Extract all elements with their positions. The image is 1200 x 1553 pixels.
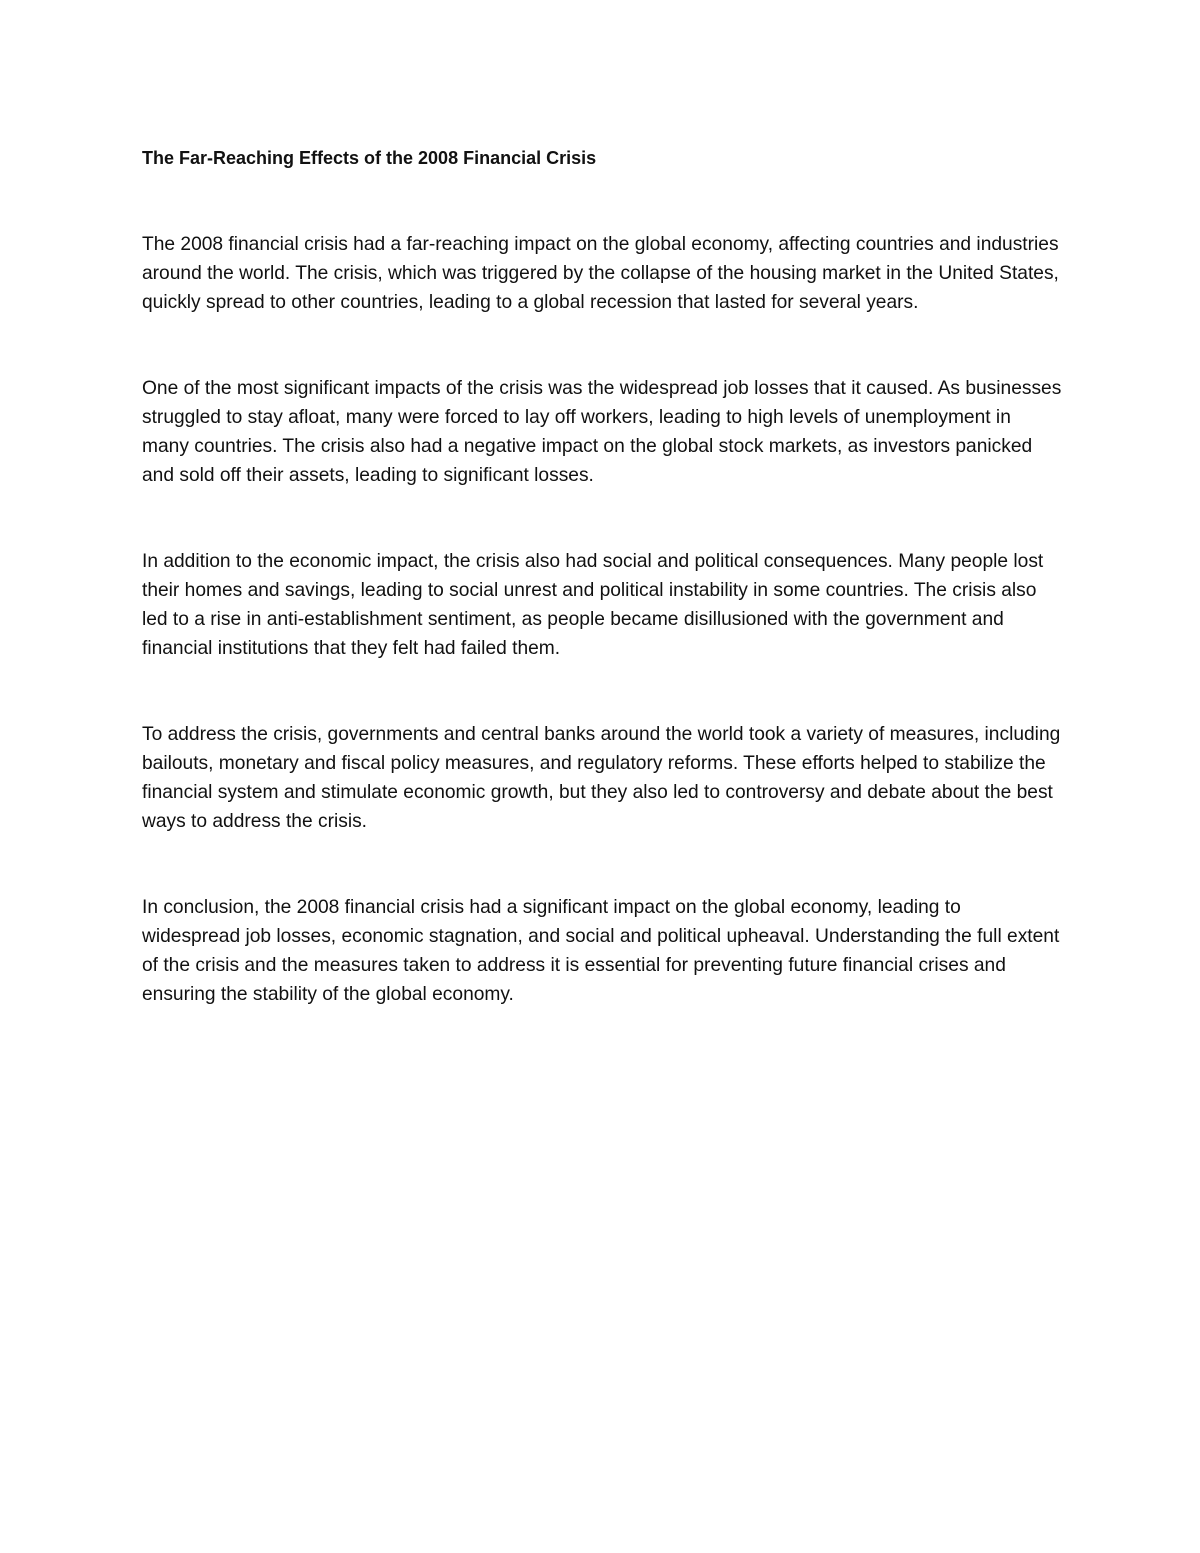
document-title: The Far-Reaching Effects of the 2008 Financial Crisis (142, 148, 597, 168)
paragraph-conclusion: In conclusion, the 2008 financial crisis had a significant impact on the global economy, leading to widespread job losses, economic stagnation, and social and political upheaval. Understanding the full extent of the crisis and the measures taken to address it is essential for preventing future financial crises and ensuring the stability of the global economy. (142, 897, 1060, 1005)
paragraph-introduction: The 2008 financial crisis had a far-reaching impact on the global economy, affecting countries and industries around the world. The crisis, which was triggered by the collapse of the housing market in the United States, quickly spread to other countries, leading to a global recession that lasted for several years. (142, 234, 1059, 313)
document-body (142, 144, 1062, 1009)
paragraph-social-political: In addition to the economic impact, the crisis also had social and political consequences. Many people lost their homes and savings, leading to social unrest and political instability in some countries. The crisis also led to a rise in anti-establishment sentiment, as people became disillusioned with the government and financial institutions that they felt had failed them. (142, 551, 1044, 659)
paragraph-job-losses: One of the most significant impacts of the crisis was the widespread job losses that it caused. As businesses struggled to stay afloat, many were forced to lay off workers, leading to high levels of unemployment in many countries. The crisis also had a negative impact on the global stock markets, as investors panicked and sold off their assets, leading to significant losses. (142, 378, 1062, 486)
paragraph-measures: To address the crisis, governments and central banks around the world took a variety of measures, including bailouts, monetary and fiscal policy measures, and regulatory reforms. These efforts helped to stabilize the financial system and stimulate economic growth, but they also led to controversy and debate about the best ways to address the crisis. (142, 724, 1061, 832)
